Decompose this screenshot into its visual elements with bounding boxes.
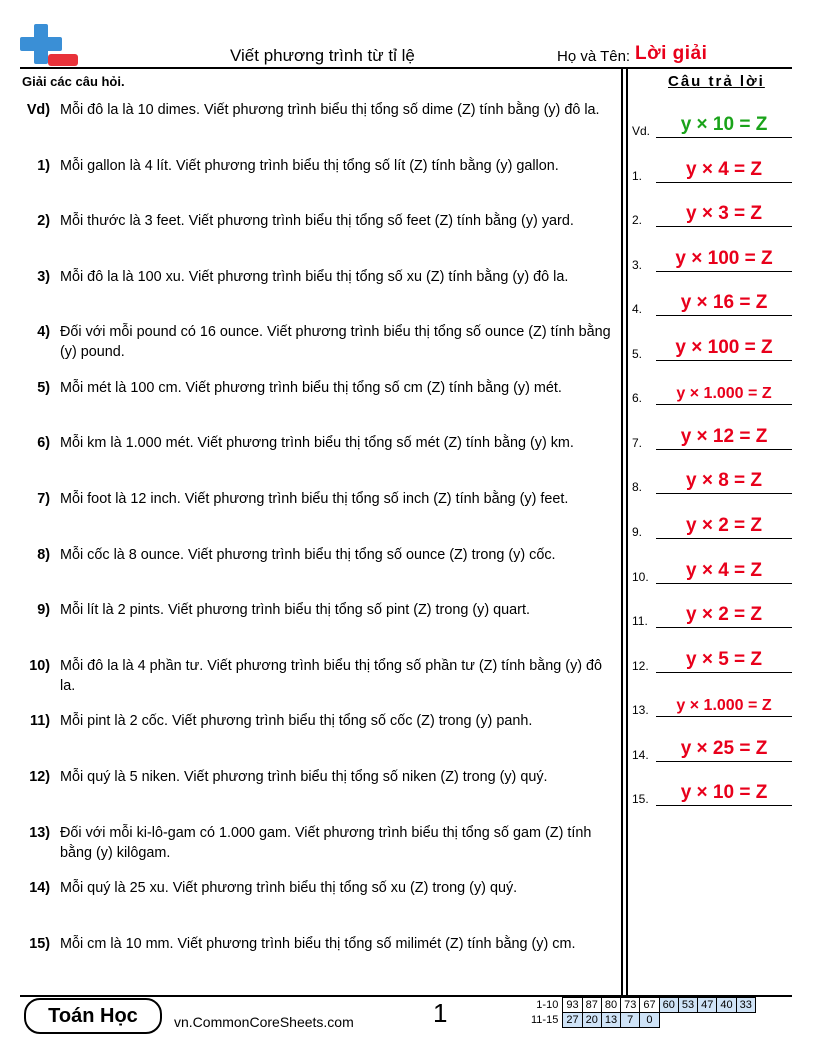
question-number: 6): [37, 435, 50, 451]
score-cell: 20: [582, 1013, 601, 1028]
question-text: Mỗi foot là 12 inch. Viết phương trình biểu thị tổng số inch (Z) tính bằng (y) feet.: [60, 491, 569, 507]
question-number: 8): [37, 547, 50, 563]
answer-value: y × 5 = Z: [685, 649, 763, 670]
question-text: Đối với mỗi ki-lô-gam có 1.000 gam. Viết phương trình biểu thị tổng số gam (Z) tính bằng (y) kilôgam.: [60, 825, 592, 861]
answer-9: [632, 509, 792, 539]
score-cell: 47: [698, 998, 717, 1013]
question-text: Mỗi mét là 100 cm. Viết phương trình biểu thị tổng số cm (Z) tính bằng (y) mét.: [60, 380, 562, 396]
answer-value: y × 16 = Z: [680, 292, 768, 313]
answer-line: [656, 805, 792, 806]
answer-line: [656, 627, 792, 628]
answer-value: y × 10 = Z: [680, 782, 768, 803]
answer-line: [656, 449, 792, 450]
question-text: Mỗi gallon là 4 lít. Viết phương trình biểu thị tổng số lít (Z) tính bằng (y) gallon.: [60, 158, 559, 174]
answer-line: [656, 761, 792, 762]
answer-line: [656, 538, 792, 539]
question-number: 14): [29, 880, 50, 896]
answer-14: [632, 732, 792, 762]
answer-number: 12.: [632, 659, 649, 673]
page-number: 1: [433, 998, 448, 1028]
answer-line: [656, 182, 792, 183]
site-url: vn.CommonCoreSheets.com: [174, 1014, 354, 1030]
question-text: Mỗi km là 1.000 mét. Viết phương trình biểu thị tổng số mét (Z) tính bằng (y) km.: [60, 435, 574, 451]
answers-header: Câu trả lời: [668, 73, 765, 90]
question-text: Mỗi lít là 2 pints. Viết phương trình biểu thị tổng số pint (Z) trong (y) quart.: [60, 602, 530, 618]
answer-value: y × 25 = Z: [680, 738, 768, 759]
name-value: Lời giải: [635, 43, 708, 64]
logo-minus: [48, 54, 78, 66]
answer-number: 14.: [632, 748, 649, 762]
score-cell: 33: [736, 998, 755, 1013]
answer-number: 10.: [632, 570, 649, 584]
answer-number: 4.: [632, 302, 643, 316]
column-divider: [621, 67, 623, 996]
answer-value: y × 2 = Z: [685, 515, 763, 536]
answer-number: Vd.: [632, 124, 651, 138]
answer-number: 6.: [632, 391, 643, 405]
question-text: Mỗi đô la là 100 xu. Viết phương trình biểu thị tổng số xu (Z) tính bằng (y) đô la.: [60, 269, 569, 285]
question-text: Mỗi cm là 10 mm. Viết phương trình biểu thị tổng số milimét (Z) tính bằng (y) cm.: [60, 936, 576, 952]
score-cell: 67: [640, 998, 659, 1013]
question-number: 9): [37, 602, 50, 618]
answer-number: 2.: [632, 213, 643, 227]
score-cell: 53: [678, 998, 697, 1013]
answer-value: y × 12 = Z: [680, 426, 768, 447]
answer-value: y × 100 = Z: [675, 248, 773, 269]
answer-11: [632, 598, 792, 628]
answer-13: [632, 687, 792, 717]
answer-12: [632, 643, 792, 673]
answer-7: [632, 420, 792, 450]
logo-plus-horizontal: [20, 37, 62, 51]
score-cell: 13: [601, 1013, 620, 1028]
question-text: Mỗi quý là 5 niken. Viết phương trình biểu thị tổng số niken (Z) trong (y) quý.: [60, 769, 548, 785]
score-cell: 80: [601, 998, 620, 1013]
answer-example: [632, 108, 792, 138]
question-number: 5): [37, 380, 50, 396]
answer-line: [656, 226, 792, 227]
question-number: 12): [29, 769, 50, 785]
answer-6: [632, 375, 792, 405]
answer-line: [656, 315, 792, 316]
score-cell: 93: [563, 998, 582, 1013]
score-row-label: 1-10: [536, 999, 559, 1011]
score-cell: 0: [640, 1013, 659, 1028]
question-text: Mỗi đô la là 4 phần tư. Viết phương trình biểu thị tổng số phần tư (Z) tính bằng (y) đô la.: [60, 658, 603, 694]
answer-line: [656, 583, 792, 584]
score-cell: 87: [582, 998, 601, 1013]
answer-2: [632, 197, 792, 227]
score-row-label: 11-15: [531, 1014, 559, 1026]
question-text: Mỗi pint là 2 cốc. Viết phương trình biểu thị tổng số cốc (Z) trong (y) panh.: [60, 713, 533, 729]
answer-line: [656, 404, 792, 405]
answer-line: [656, 271, 792, 272]
answer-value: y × 4 = Z: [685, 159, 763, 180]
page-title: Viết phương trình từ tỉ lệ: [230, 46, 415, 65]
question-number: 15): [29, 936, 50, 952]
score-cell: 73: [621, 998, 640, 1013]
answer-number: 3.: [632, 258, 643, 272]
question-number: 13): [29, 825, 50, 841]
answer-line: [656, 493, 792, 494]
score-table: [528, 997, 756, 1028]
answer-value: y × 2 = Z: [685, 604, 763, 625]
question-text: Mỗi quý là 25 xu. Viết phương trình biểu thị tổng số xu (Z) trong (y) quý.: [60, 880, 518, 896]
answer-value: y × 100 = Z: [675, 337, 773, 358]
answer-3: [632, 242, 792, 272]
answer-value: y × 1.000 = Z: [676, 697, 772, 714]
answer-line: [656, 672, 792, 673]
answer-8: [632, 464, 792, 494]
score-row: [528, 1013, 755, 1028]
name-label: Họ và Tên:: [557, 48, 631, 65]
question-number: 1): [37, 158, 50, 174]
column-divider: [626, 67, 628, 996]
answer-number: 1.: [632, 169, 643, 183]
score-cell: 60: [659, 998, 678, 1013]
answer-number: 13.: [632, 703, 649, 717]
answer-1: [632, 153, 792, 183]
question-text: Mỗi thước là 3 feet. Viết phương trình biểu thị tổng số feet (Z) tính bằng (y) yard.: [60, 213, 574, 229]
score-row: [528, 998, 755, 1013]
instructions: Giải các câu hỏi.: [22, 74, 125, 89]
answer-15: [632, 776, 792, 806]
answer-number: 11.: [632, 614, 648, 628]
brand-badge: Toán Học: [24, 998, 162, 1034]
question-number: Vd): [26, 102, 50, 118]
question-number: 2): [37, 213, 50, 229]
answer-number: 7.: [632, 436, 643, 450]
answer-line: [656, 360, 792, 361]
score-cell: 40: [717, 998, 736, 1013]
question-text: Mỗi cốc là 8 ounce. Viết phương trình biểu thị tổng số ounce (Z) trong (y) cốc.: [60, 547, 556, 563]
answer-number: 9.: [632, 525, 643, 539]
answer-10: [632, 554, 792, 584]
answer-value: y × 10 = Z: [680, 114, 768, 135]
question-number: 10): [29, 658, 50, 674]
answer-value: y × 4 = Z: [685, 560, 763, 581]
question-number: 7): [37, 491, 50, 507]
answer-number: 5.: [632, 347, 643, 361]
answer-4: [632, 286, 792, 316]
answer-line: [656, 137, 792, 138]
answer-number: 15.: [632, 792, 649, 806]
answer-value: y × 3 = Z: [685, 203, 763, 224]
score-cell: 27: [563, 1013, 582, 1028]
question-text: Đối với mỗi pound có 16 ounce. Viết phương trình biểu thị tổng số ounce (Z) tính bằng (y) pound.: [60, 324, 611, 360]
answer-line: [656, 716, 792, 717]
question-number: 3): [37, 269, 50, 285]
answer-value: y × 1.000 = Z: [676, 385, 772, 402]
answer-value: y × 8 = Z: [685, 470, 763, 491]
score-cell: 7: [621, 1013, 640, 1028]
question-text: Mỗi đô la là 10 dimes. Viết phương trình biểu thị tổng số dime (Z) tính bằng (y) đô la.: [60, 102, 600, 118]
question-number: 4): [37, 324, 50, 340]
header-divider: [20, 67, 792, 69]
answer-5: [632, 331, 792, 361]
question-number: 11): [29, 713, 50, 729]
answer-number: 8.: [632, 480, 643, 494]
